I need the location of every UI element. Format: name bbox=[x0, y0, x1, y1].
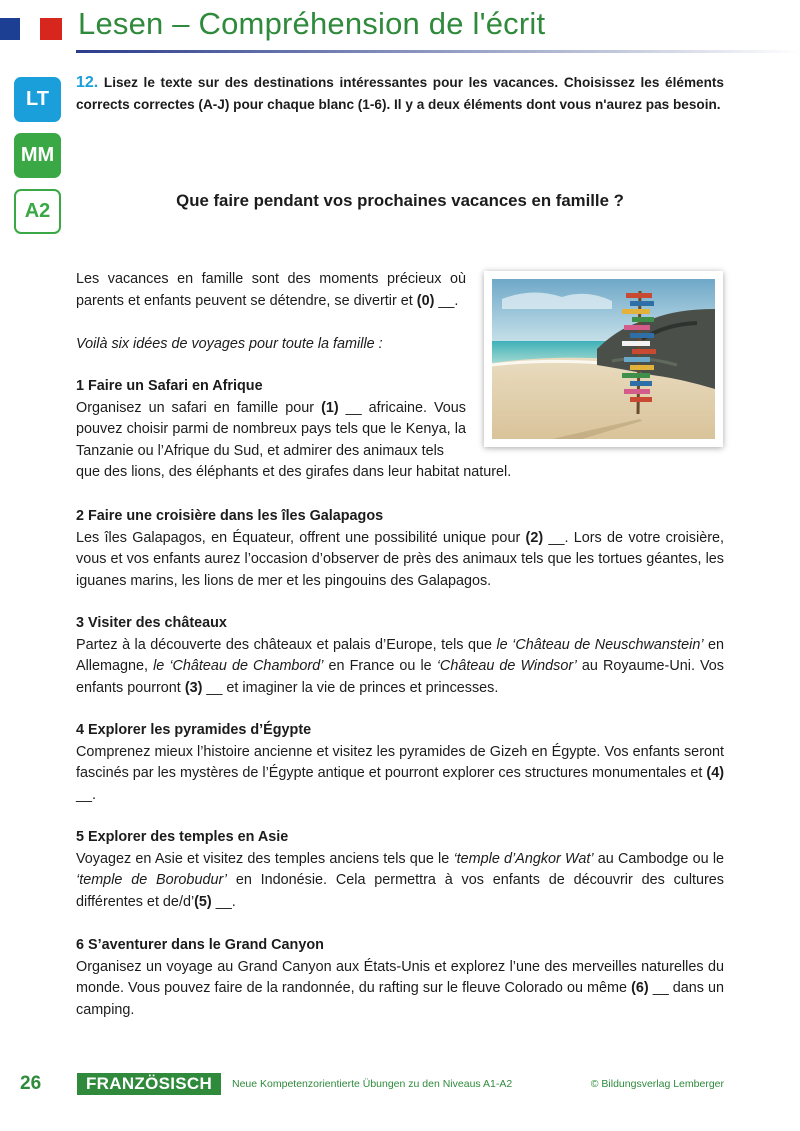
footer-subtitle: Neue Kompetenzorientierte Übungen zu den Niveaus A1-A2 bbox=[232, 1078, 513, 1090]
blank-4: (4) bbox=[706, 765, 724, 782]
exercise-instruction bbox=[76, 72, 724, 115]
header-title: Lesen – Compréhension de l'écrit bbox=[78, 6, 546, 41]
footer-copyright: © Bildungsverlag Lemberger bbox=[590, 1078, 724, 1090]
section-1-heading: 1 Faire un Safari en Afrique bbox=[76, 378, 263, 394]
beach-photo-illustration bbox=[492, 279, 715, 439]
section-1: 1 Faire un Safari en Afrique Organisez un safari en famille pour (1) __ africaine. Vous pouvez choisir parmi de nombreux pays tels que le Kenya, la Tanzanie ou l’Afrique du Sud, et admirer des animaux tels bbox=[76, 378, 467, 459]
section-3: 3 Visiter des châteaux Partez à la découverte des châteaux et palais d’Europe, tels que le ‘Château de Neuschwanstein’ en Allemagne, le ‘Château de Chambord’ en France ou le ‘Château de Windsor’ au Royaume-Uni. Vos enfants pourront (3) __ et imaginer la vie de princes et princesses. bbox=[76, 615, 725, 696]
section-2-heading: 2 Faire une croisière dans les îles Galapagos bbox=[76, 508, 384, 524]
section-4: 4 Explorer les pyramides d’Égypte Comprenez mieux l’histoire ancienne et visitez les pyramides de Gizeh en Égypte. Vos enfants seront fascinés par les mystères de l’Égypte antique et pourront explorer ces structures monumentales et (4) __. bbox=[76, 722, 724, 803]
intro-paragraph: Les vacances en famille sont des moments précieux où parents et enfants peuvent se détendre, se divertir et (0) __. bbox=[76, 271, 466, 309]
blank-2: (2) bbox=[525, 529, 544, 546]
main-title: Que faire pendant vos prochaines vacances en famille ? bbox=[176, 191, 624, 210]
section-5-heading: 5 Explorer des temples en Asie bbox=[76, 829, 289, 845]
section-4-heading: 4 Explorer les pyramides d’Égypte bbox=[76, 722, 312, 738]
ideas-line: Voilà six idées de voyages pour toute la famille : bbox=[76, 336, 383, 352]
blank-5: (5) bbox=[194, 893, 212, 910]
section-3-heading: 3 Visiter des châteaux bbox=[76, 615, 227, 631]
section-6: 6 S’aventurer dans le Grand Canyon Organisez un voyage au Grand Canyon aux États-Unis et explorez l’une des merveilles naturelles du monde. Vous pouvez faire de la randonnée, du rafting sur le fleuve Colorado ou même (6) __ dans un camping. bbox=[76, 937, 725, 1018]
page-number: 26 bbox=[20, 1073, 42, 1094]
blank-1: (1) bbox=[321, 399, 339, 416]
instruction-text: Lisez le texte sur des destinations intéressantes pour les vacances. Choisissez les éléments corrects correctes (A-J) pour chaque blanc (1-6). Il y a deux éléments dont vous n'aurez pas besoin. bbox=[76, 75, 724, 112]
section-2: 2 Faire une croisière dans les îles Galapagos Les îles Galapagos, en Équateur, offrent une possibilité unique pour (2) __. Lors de votre croisière, vous et vos enfants aurez l’occasion d’observer de près des animaux tels que les tortues géantes, les iguanes marins, les lions de mer et les pingouins des Galapagos. bbox=[76, 508, 724, 589]
subject-label: FRANZÖSISCH bbox=[77, 1073, 221, 1095]
section-6-heading: 6 S’aventurer dans le Grand Canyon bbox=[76, 937, 324, 953]
section-1-last-line: que des lions, des éléphants et des girafes dans leur habitat naturel. bbox=[76, 464, 512, 480]
blank-6: (6) bbox=[631, 980, 649, 997]
beach-signpost-photo bbox=[484, 271, 723, 447]
blank-0: (0) bbox=[416, 292, 435, 309]
level-badge-mm: MM bbox=[14, 133, 61, 178]
flag-blue-stripe bbox=[0, 18, 20, 40]
level-badge-lt: LT bbox=[14, 77, 61, 122]
blank-3: (3) bbox=[184, 679, 203, 696]
header-rule bbox=[76, 50, 800, 53]
section-5: 5 Explorer des temples en Asie Voyagez en Asie et visitez des temples anciens tels que le ‘temple d’Angkor Wat’ au Cambodge ou le ‘temple de Borobudur’ en Indonésie. Cela permettra à vos enfants de découvrir des cultures différentes et de/d’(5) __. bbox=[76, 829, 725, 910]
flag-red-stripe bbox=[40, 18, 62, 40]
level-badge-a2: A2 bbox=[14, 189, 61, 234]
exercise-number: 12. bbox=[76, 74, 99, 91]
